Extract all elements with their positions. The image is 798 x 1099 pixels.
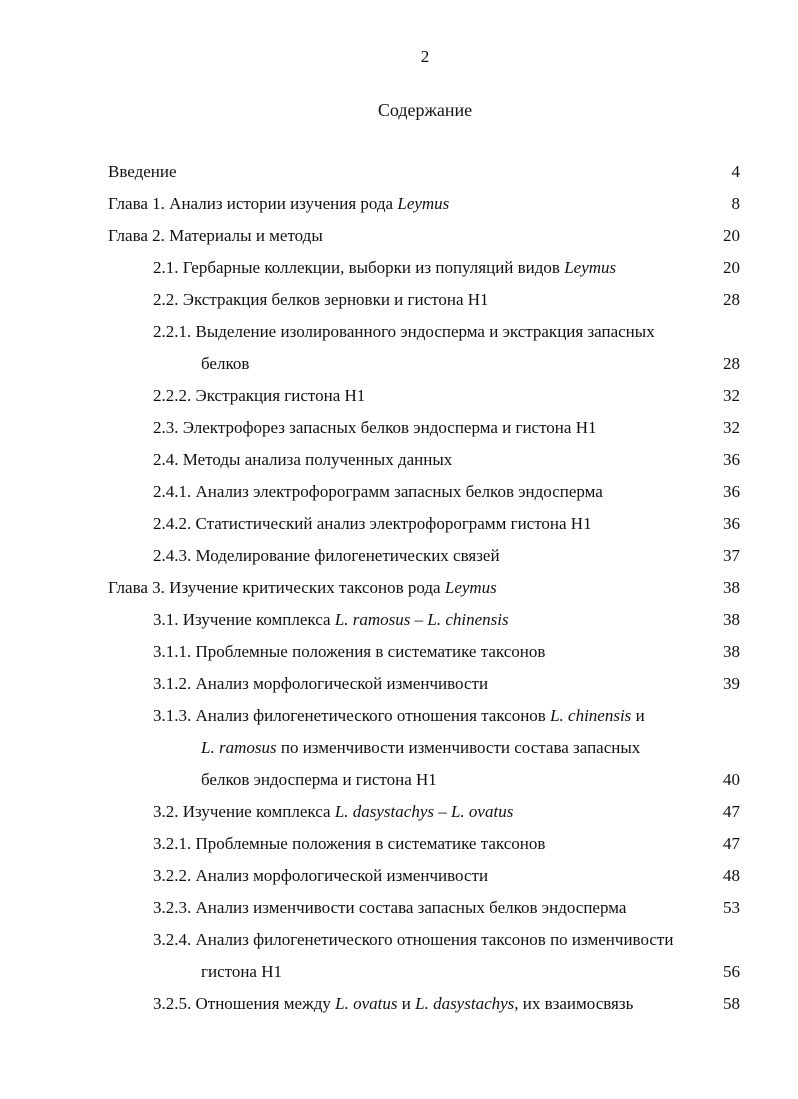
toc-page-number: 47: [723, 834, 740, 853]
toc-page-number: 20: [723, 226, 740, 245]
toc-page-number: 32: [723, 386, 740, 405]
toc-entry-3-2-1[interactable]: 3.2.1. Проблемные положения в систематике таксонов: [153, 834, 546, 853]
toc-entry-chapter-3[interactable]: Глава 3. Изучение критических таксонов рода Leymus: [108, 578, 497, 597]
toc-page-number: 8: [731, 194, 740, 213]
toc-entry-3-2-3[interactable]: 3.2.3. Анализ изменчивости состава запасных белков эндосперма: [153, 898, 627, 917]
toc-entry-chapter-2[interactable]: Глава 2. Материалы и методы: [108, 226, 323, 245]
toc-entry-2-4-3[interactable]: 2.4.3. Моделирование филогенетических связей: [153, 546, 500, 565]
page-number: 2: [420, 47, 430, 66]
toc-page-number: 40: [723, 770, 740, 789]
toc-entry-2-4-1[interactable]: 2.4.1. Анализ электрофорограмм запасных белков эндосперма: [153, 482, 603, 501]
toc-page-number: 38: [723, 578, 740, 597]
toc-entry-3-1-3-cont2: белков эндосперма и гистона Н1: [201, 770, 437, 789]
toc-page-number: 36: [723, 514, 740, 533]
toc-entry-2-3[interactable]: 2.3. Электрофорез запасных белков эндосперма и гистона Н1: [153, 418, 597, 437]
toc-entry-2-2[interactable]: 2.2. Экстракция белков зерновки и гистона Н1: [153, 290, 489, 309]
toc-entry-3-1-3-cont: L. ramosus по изменчивости изменчивости состава запасных: [201, 738, 641, 757]
page-title: Содержание: [377, 100, 473, 120]
toc-page-number: 36: [723, 450, 740, 469]
toc-entry-3-1[interactable]: 3.1. Изучение комплекса L. ramosus – L. chinensis: [153, 610, 509, 629]
toc-entry-3-1-1[interactable]: 3.1.1. Проблемные положения в систематике таксонов: [153, 642, 546, 661]
toc-page-number: 28: [723, 290, 740, 309]
toc-entry-2-2-1[interactable]: 2.2.1. Выделение изолированного эндосперма и экстракция запасных: [153, 322, 655, 341]
toc-entry-2-1[interactable]: 2.1. Гербарные коллекции, выборки из популяций видов Leymus: [153, 258, 617, 277]
toc-entry-3-2[interactable]: 3.2. Изучение комплекса L. dasystachys – L. ovatus: [153, 802, 514, 821]
toc-page-number: 36: [723, 482, 740, 501]
toc-page-number: 38: [723, 610, 740, 629]
toc-entry-3-2-2[interactable]: 3.2.2. Анализ морфологической изменчивости: [153, 866, 489, 885]
toc-page-number: 38: [723, 642, 740, 661]
toc-page-number: 47: [723, 802, 740, 821]
toc-entry-introduction[interactable]: Введение: [108, 162, 177, 181]
toc-page-number: 39: [723, 674, 740, 693]
toc-entry-3-2-4-cont: гистона Н1: [201, 962, 282, 981]
toc-page-number: 58: [723, 994, 740, 1013]
toc-entry-3-1-2[interactable]: 3.1.2. Анализ морфологической изменчивости: [153, 674, 489, 693]
toc-entry-3-2-5[interactable]: 3.2.5. Отношения между L. ovatus и L. dasystachys, их взаимосвязь: [153, 994, 634, 1013]
toc-entry-3-2-4[interactable]: 3.2.4. Анализ филогенетического отношения таксонов по изменчивости: [153, 930, 674, 949]
toc-entry-2-4-2[interactable]: 2.4.2. Статистический анализ электрофорограмм гистона Н1: [153, 514, 592, 533]
toc-page-number: 28: [723, 354, 740, 373]
toc-page-number: 48: [723, 866, 740, 885]
toc-page-number: 56: [723, 962, 740, 981]
toc-page-number: 4: [731, 162, 740, 181]
toc-page-number: 53: [723, 898, 740, 917]
toc-page-number: 32: [723, 418, 740, 437]
toc-entry-2-4[interactable]: 2.4. Методы анализа полученных данных: [153, 450, 453, 469]
toc-page-number: 37: [723, 546, 740, 565]
toc-entry-2-2-1-cont: белков: [201, 354, 250, 373]
toc-entry-3-1-3[interactable]: 3.1.3. Анализ филогенетического отношения таксонов L. chinensis и: [153, 706, 645, 725]
toc-entry-chapter-1[interactable]: Глава 1. Анализ истории изучения рода Leymus: [108, 194, 450, 213]
toc-entry-2-2-2[interactable]: 2.2.2. Экстракция гистона Н1: [153, 386, 366, 405]
toc-page-number: 20: [723, 258, 740, 277]
